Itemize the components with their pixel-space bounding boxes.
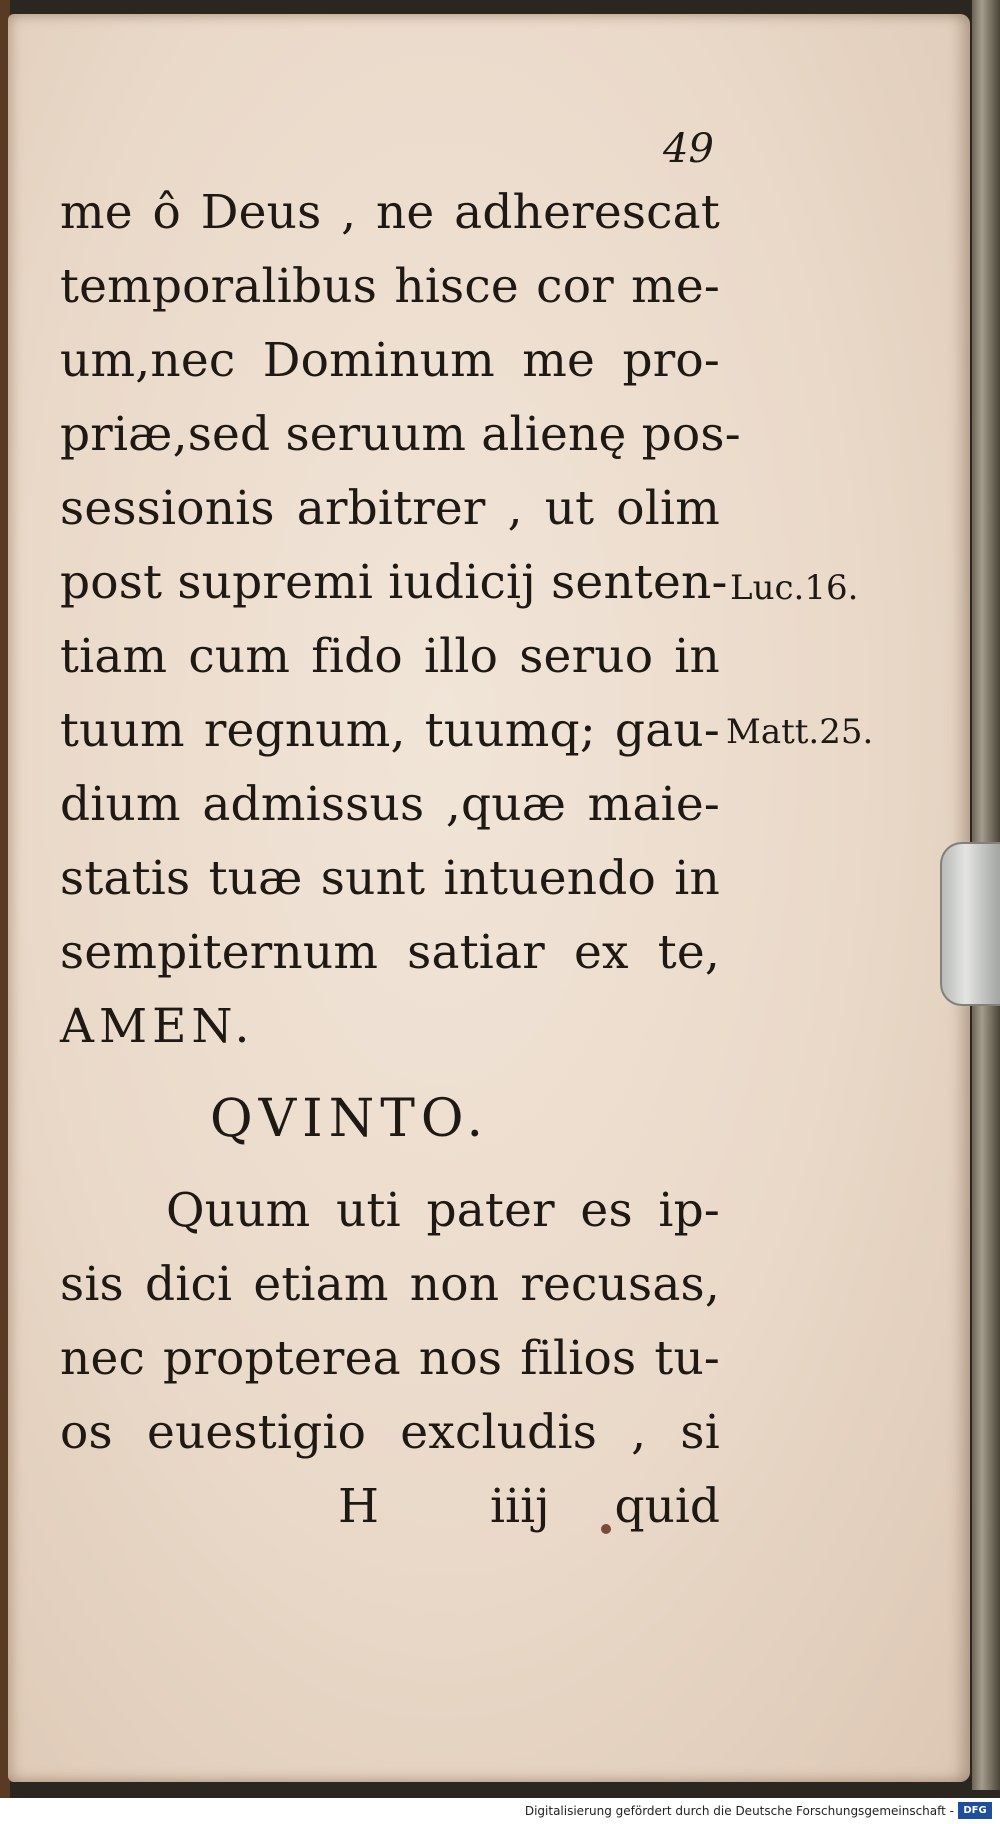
text-line-4: priæ,sed seruum alienę pos-: [60, 407, 741, 462]
section-heading: QVINTO.: [210, 1089, 490, 1149]
signature-mark: H: [338, 1479, 379, 1534]
signature-line: [60, 1470, 720, 1544]
footer-credit: Digitalisierung gefördert durch die Deutsche Forschungsgemeinschaft -: [524, 1804, 954, 1818]
text-line-9: dium admissus ,quæ maie-: [60, 777, 720, 832]
page-clip: [940, 842, 1000, 1006]
text-line-2: temporalibus hisce cor me-: [60, 259, 720, 314]
signature-number: iiij: [490, 1479, 550, 1534]
text-line-13: Quum uti pater es ip-: [166, 1183, 720, 1238]
text-line-1: me ô Deus , ne adherescat: [60, 185, 720, 240]
text-line-10: statis tuæ sunt intuendo in: [60, 851, 720, 906]
text-line-7: tiam cum fido illo seruo in: [60, 629, 720, 684]
dfg-logo: DFG: [958, 1802, 992, 1819]
text-line-16: os euestigio excludis , si: [60, 1405, 720, 1460]
main-text: [60, 176, 741, 1544]
catchword: quid: [614, 1479, 720, 1534]
text-line-14: sis dici etiam non recusas,: [60, 1257, 720, 1312]
page-number: 49: [663, 126, 714, 172]
marginal-note-matthew: Matt.25.: [726, 712, 874, 752]
text-line-12: AMEN.: [60, 999, 255, 1054]
book-page: [8, 14, 970, 1782]
text-line-15: nec propterea nos filios tu-: [60, 1331, 720, 1386]
text-line-6: post supremi iudicij senten-: [60, 555, 728, 610]
text-line-8: tuum regnum, tuumq; gau-: [60, 703, 720, 758]
text-line-3: um,nec Dominum me pro-: [60, 333, 720, 388]
marginal-note-luke: Luc.16.: [730, 568, 859, 608]
text-line-11: sempiternum satiar ex te,: [60, 925, 720, 980]
ink-spot: [601, 1524, 611, 1534]
text-line-5: sessionis arbitrer , ut olim: [60, 481, 720, 536]
